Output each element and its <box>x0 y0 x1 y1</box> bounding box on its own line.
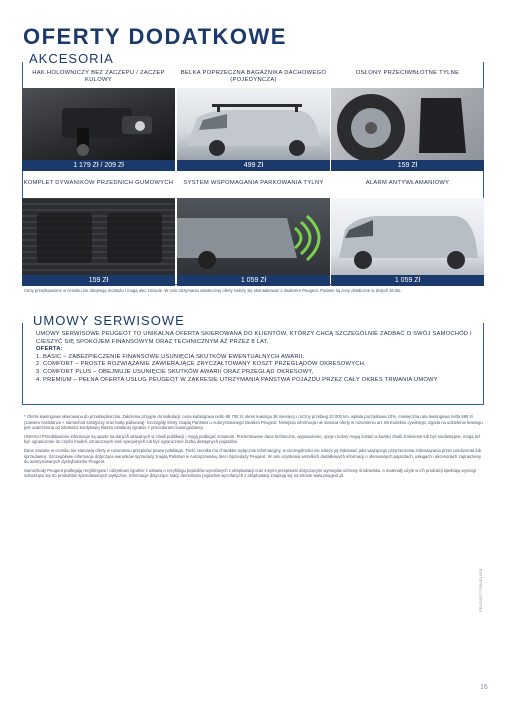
offer-option: 2. COMFORT – PROSTE ROZWIĄZANIE ZAWIERAJĄCE ZRYCZAŁTOWANY KOSZT PRZEGLĄDÓW OKRESOWYCH, <box>36 361 366 368</box>
accessory-title: HAK HOLOWNICZY BEZ ZACZEPU / ZACZEP KULOWY <box>32 70 165 83</box>
mud-flaps-photo <box>331 88 484 160</box>
roof-bar-photo <box>177 88 330 160</box>
tow-hook-photo <box>22 88 175 160</box>
parking-sensors-photo <box>177 198 330 275</box>
accessory-title: BELKA POPRZECZNA BAGAŻNIKA DACHOWEGO (POJEDYNCZA) <box>180 70 327 83</box>
accessories-section-title: AKCESORIA <box>24 51 119 66</box>
floor-mats-photo <box>22 198 175 275</box>
offer-option: 4. PREMIUM – PEŁNA OFERTA USŁUG PEUGEOT W ZAKRESIE UTRZYMANIA PAŃSTWA POJAZDU PRZEZ CAŁY OKRES TRWANIA UMOWY <box>36 376 438 383</box>
alarm-photo <box>331 198 484 275</box>
offer-label: OFERTA: <box>36 346 63 353</box>
accessory-title: ALARM ANTYWŁAMANIOWY <box>365 180 450 186</box>
side-caption: PEUGEOT TRAVELLER <box>478 568 483 612</box>
offer-option: 3. COMFORT PLUS – OBEJMUJE USUNIĘCIE SKUTKÓW AWARII ORAZ PRZEGLĄD OKRESOWY, <box>36 368 314 375</box>
accessory-price: 1 059 Zł <box>331 275 484 286</box>
footnotes <box>24 414 486 482</box>
accessory-title: SYSTEM WSPOMAGANIA PARKOWANIA TYLNY <box>183 180 324 186</box>
accessory-title: OSŁONY PRZECIWBŁOTNE TYLNE <box>355 70 460 76</box>
offer-option: 1. BASIC – ZABEZPIECZENIE FINANSOWE USUNIĘCIA SKUTKÓW EWENTUALNYCH AWARII, <box>36 353 305 360</box>
page-title: OFERTY DODATKOWE <box>23 24 287 49</box>
accessory-title: KOMPLET DYWANIKÓW PRZEDNICH GUMOWYCH <box>23 180 174 186</box>
service-contracts-body <box>36 331 476 384</box>
accessory-price: 159 Zł <box>331 160 484 171</box>
accessories-note: Ceny przedstawione w cenniku nie obejmują montażu i mogą ulec zmianie. W celu otrzymania ostatecznej oferty należy się skontaktować z dealerem Peugeot. Podane są ceny detaliczne w złotych brutto. <box>24 288 402 293</box>
service-contracts-title: UMOWY SERWISOWE <box>28 313 190 328</box>
accessory-price: 499 Zł <box>177 160 330 171</box>
page-number: 16 <box>480 684 488 691</box>
accessory-price: 1 179 Zł / 209 Zł <box>22 160 175 171</box>
footnote: * Oferta leasingowa skierowana do przedsiębiorców. Założenia przyjęte do kalkulacji: cena katalogowa netto 85 700 zł, okres leasingu 36 miesięcy i roczny przebieg 20 000 km, wpłata początkowa 10%, miesięczna rata leasingowa netto 569 zł (zawiera Assistance + samochód zastępczy oraz kartę paliwową). Szczegóły oferty znajdą Państwo u Autoryzowanego Dealera Peugeot. Niniejsza informacja nie stanowi oferty w rozumieniu art. 66 Kodeksu cywilnego. Zgoda na udzielenie leasingu jest uzależniona od zdolności kredytowej klienta ustalanej zgodnie z procedurami leasingodawcy. <box>24 414 483 431</box>
footnote: Dane zawarte w cenniku nie stanowią oferty w rozumieniu przepisów prawa polskiego. Treść cennika ma charakter wyłącznie informacyjny, w szczególności nie należy jej traktować jako wiążącego przyrzeczenia zobowiązania przez producenta lub sprzedawcę. Szczegółowe informacje dotyczące warunków sprzedaży znajdą Państwo w Autoryzowanej Sieci Sprzedaży Peugeot. W celu uzyskania wszelkich dodatkowych informacji o oferowanych pojazdach, usługach i akcesoriach zapraszamy do autoryzowanych dystrybutorów Peugeot. <box>24 447 482 465</box>
accessory-price: 159 Zł <box>22 275 175 286</box>
footnote: UWAGA! Przedstawione informacje są oparte na danych aktualnych w chwili publikacji i mogą podlegać zmianom. Prezentowane dane techniczne, wyposażenie, opcje i kolory mogą zostać w każdej chwili zmienione lub być niedostępne, mogą też być ograniczone do części modeli, oznaczonych serii specjalnych lub być ograniczone liczbą dostępnych pojazdów. <box>24 433 481 445</box>
footnote: Samochody Peugeot podlegają recyklingowi i odzyskowi zgodnie z ustawą o recyklingu pojazdów wycofanych z eksploatacji oraz innymi przepisami dotyczącymi wymogów ochrony środowiska, a materiały użyte w ich produkcji spełniają wymogi odnoszące się do produktów sprzedawanych wyłącznie. Informacje dotyczące stacji demontażu pojazdów wycofanych z eksploatacji znajdują się na stronie www.peugeot.pl. <box>24 467 476 479</box>
service-contracts-intro: UMOWY SERWISOWE PEUGEOT TO UNIKALNA OFERTA SKIEROWANA DO KLIENTÓW, KTÓRZY CHCĄ SZCZEGÓLNIE ZADBAĆ O SWÓJ SAMOCHÓD I CIESZYĆ SIĘ SPOKOJEM FINANSOWYM ORAZ TECHNICZNYM AŻ PRZEZ 8 LAT. <box>36 331 472 345</box>
accessory-price: 1 059 Zł <box>177 275 330 286</box>
